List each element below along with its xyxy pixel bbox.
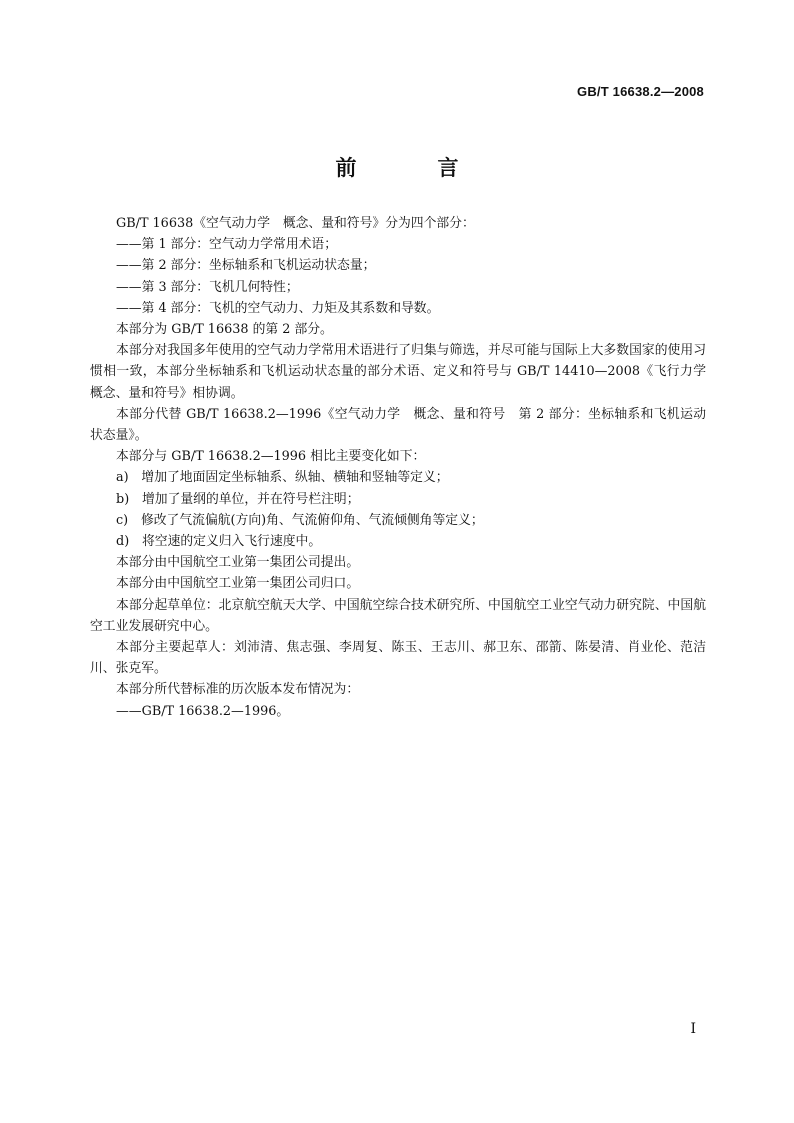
change-item-a: a) 增加了地面固定坐标轴系、纵轴、横轴和竖轴等定义；: [116, 470, 449, 486]
paragraph-changes-intro: 本部分与 GB/T 16638.2—1996 相比主要变化如下：: [116, 449, 426, 465]
paragraph-scope: 本部分对我国多年使用的空气动力学常用术语进行了归集与筛选，并尽可能与国际上大多数国家的使用习惯相一致，本部分坐标轴系和飞机运动状态量的部分术语、定义和符号与 GB/T 14410—2008《飞行力学 概念、量和符号》相协调。: [90, 343, 719, 401]
list-item-part-1: ——第 1 部分：空气动力学常用术语；: [116, 237, 338, 253]
paragraph-replaces: 本部分代替 GB/T 16638.2—1996《空气动力学 概念、量和符号 第 2 部分：坐标轴系和飞机运动状态量》。: [90, 406, 706, 444]
page-title: 前 言: [335, 156, 489, 180]
paragraph-part-statement: 本部分为 GB/T 16638 的第 2 部分。: [116, 322, 333, 338]
list-item-part-3: ——第 3 部分：飞机几何特性；: [116, 279, 299, 295]
paragraph-intro: GB/T 16638《空气动力学 概念、量和符号》分为四个部分：: [116, 216, 475, 231]
change-item-c: c) 修改了气流偏航(方向)角、气流俯仰角、气流倾侧角等定义；: [116, 512, 484, 528]
paragraph-proposed-by: 本部分由中国航空工业第一集团公司提出。: [116, 555, 360, 571]
foreword-body: [90, 213, 719, 722]
page-number: I: [690, 1021, 696, 1037]
list-item-part-4: ——第 4 部分：飞机的空气动力、力矩及其系数和导数。: [116, 300, 440, 316]
standard-code: GB/T 16638.2—2008: [577, 84, 704, 99]
change-item-b: b) 增加了量纲的单位，并在符号栏注明；: [116, 491, 360, 507]
paragraph-drafting-units: 本部分起草单位：北京航空航天大学、中国航空综合技术研究所、中国航空工业空气动力研究院、中国航空工业发展研究中心。: [90, 597, 706, 634]
change-item-d: d) 将空速的定义归入飞行速度中。: [116, 534, 322, 550]
history-item: ——GB/T 16638.2—1996。: [116, 703, 290, 719]
paragraph-drafters: 本部分主要起草人：刘沛清、焦志强、李周复、陈玉、王志川、郝卫东、邵箭、陈晏清、肖业伦、范洁川、张克军。: [90, 640, 706, 677]
paragraph-managed-by: 本部分由中国航空工业第一集团公司归口。: [116, 576, 360, 592]
paragraph-history-intro: 本部分所代替标准的历次版本发布情况为：: [116, 682, 360, 698]
list-item-part-2: ——第 2 部分：坐标轴系和飞机运动状态量；: [116, 258, 376, 274]
